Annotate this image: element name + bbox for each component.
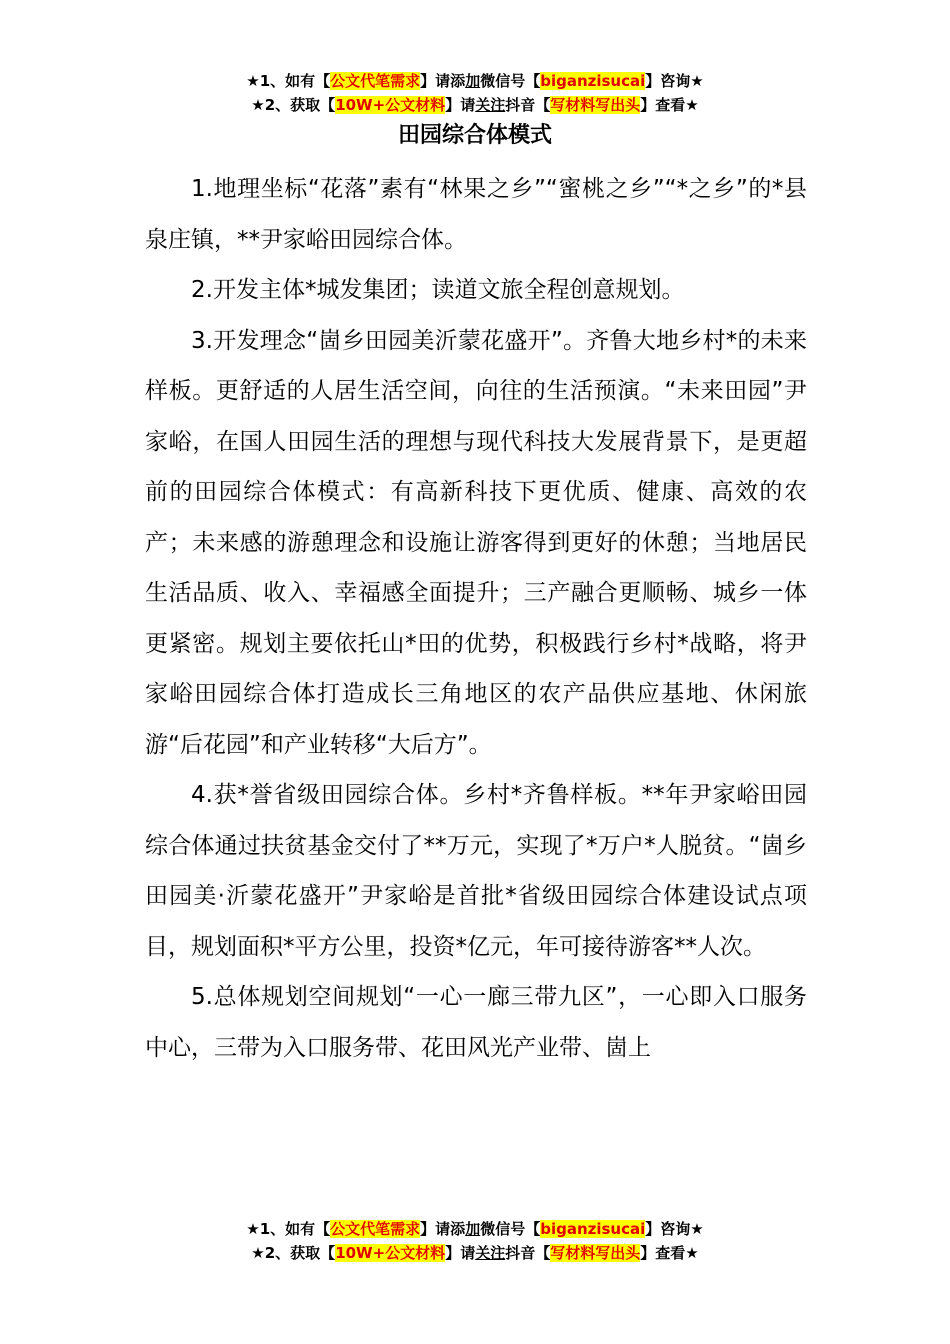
highlight-douyin: 写材料写出头 (550, 96, 641, 114)
highlight-douyin: 写材料写出头 (550, 1244, 641, 1262)
highlight-service: 公文代笔需求 (330, 72, 421, 90)
highlight-service: 公文代笔需求 (330, 1220, 421, 1238)
footer-banner (0, 1217, 950, 1265)
banner-line-1: ★1、如有【公文代笔需求】请添加微信号【biganzisucai】咨询★ (246, 72, 704, 90)
document-title: 田园综合体模式 (397, 123, 552, 148)
paragraph-1: 1.地理坐标“花落”素有“林果之乡”“蜜桃之乡”“*之乡”的*县泉庄镇，**尹家峪田园综合体。 (145, 176, 807, 253)
banner-line-2: ★2、获取【10W+公文材料】请关注抖音【写材料写出头】查看★ (251, 96, 699, 114)
paragraph-2: 2.开发主体*城发集团；读道文旅全程创意规划。 (191, 277, 685, 303)
paragraph-3: 3.开发理念“崮乡田园美沂蒙花盛开”。齐鲁大地乡村*的未来样板。更舒适的人居生活空间，向往的生活预演。“未来田园”尹家峪，在国人田园生活的理想与现代科技大发展背景下，是更超前的田园综合体模式：有高新科技下更优质、健康、高效的农产；未来感的游憩理念和设施让游客得到更好的休憩；当地居民生活品质、收入、幸福感全面提升；三产融合更顺畅、城乡一体更紧密。规划主要依托山*田的优势，积极践行乡村*战略，将尹家峪田园综合体打造成长三角地区的农产品供应基地、休闲旅游“后花园”和产业转移“大后方”。 (145, 327, 807, 758)
highlight-materials: 10W+公文材料 (335, 96, 446, 114)
document-body (145, 164, 807, 1073)
highlight-materials: 10W+公文材料 (335, 1244, 446, 1262)
header-banner (0, 69, 950, 117)
paragraph-5: 5.总体规划空间规划“一心一廊三带九区”，一心即入口服务中心，三带为入口服务带、花田风光产业带、崮上 (145, 984, 807, 1061)
paragraph-4: 4.获*誉省级田园综合体。乡村*齐鲁样板。**年尹家峪田园综合体通过扶贫基金交付了**万元，实现了*万户*人脱贫。“崮乡田园美·沂蒙花盛开”尹家峪是首批*省级田园综合体建设试点项目，规划面积*平方公里，投资*亿元，年可接待游客**人次。 (145, 782, 807, 960)
highlight-wechat-id: biganzisucai (540, 72, 646, 90)
highlight-wechat-id: biganzisucai (540, 1220, 646, 1238)
banner-line-2: ★2、获取【10W+公文材料】请关注抖音【写材料写出头】查看★ (251, 1244, 699, 1262)
banner-line-1: ★1、如有【公文代笔需求】请添加微信号【biganzisucai】咨询★ (246, 1220, 704, 1238)
